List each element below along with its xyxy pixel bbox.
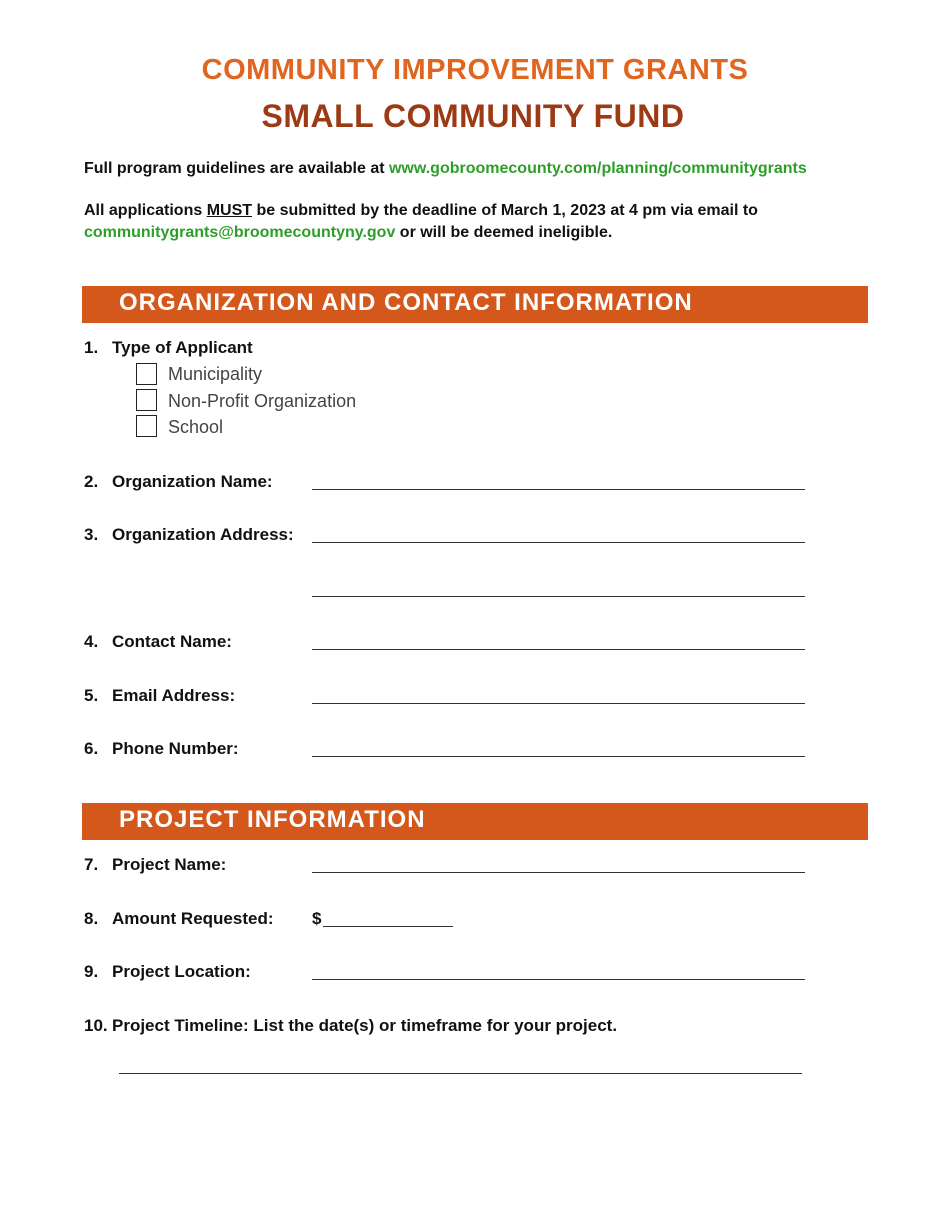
option-non-profit-label: Non-Profit Organization <box>168 391 357 411</box>
phone-number-label: Phone Number: <box>112 739 239 758</box>
amount-requested-label: Amount Requested: <box>112 909 274 928</box>
question-number: 3. <box>84 525 99 544</box>
question-number: 8. <box>84 909 99 928</box>
type-of-applicant-label: Type of Applicant <box>112 338 253 357</box>
school-checkbox[interactable] <box>136 415 157 437</box>
project-name-field[interactable] <box>312 872 805 873</box>
project-location-label: Project Location: <box>112 962 251 981</box>
organization-address-field-2[interactable] <box>312 596 805 597</box>
organization-name-label: Organization Name: <box>112 472 273 491</box>
guidelines-line <box>84 160 807 178</box>
section-header-project <box>82 803 868 840</box>
guidelines-link[interactable]: www.gobroomecounty.com/planning/communitygrants <box>388 160 807 177</box>
non-profit-checkbox[interactable] <box>136 389 157 411</box>
section-header-organization <box>82 286 868 323</box>
contact-name-field[interactable] <box>312 649 805 650</box>
guidelines-text: Full program guidelines are available at <box>84 160 389 177</box>
question-number: 5. <box>84 686 99 705</box>
contact-name-label: Contact Name: <box>112 632 232 651</box>
municipality-checkbox[interactable] <box>136 363 157 385</box>
question-number: 4. <box>84 632 99 651</box>
option-school-label: School <box>168 417 224 437</box>
section-title: PROJECT INFORMATION <box>119 806 426 833</box>
question-number: 10. <box>84 1016 108 1035</box>
amount-requested-field[interactable] <box>323 926 453 927</box>
question-number: 2. <box>84 472 99 491</box>
email-address-label: Email Address: <box>112 686 236 705</box>
deadline-end: or will be deemed ineligible. <box>395 224 613 241</box>
organization-address-label: Organization Address: <box>112 525 294 544</box>
question-number: 9. <box>84 962 99 981</box>
project-timeline-field[interactable] <box>119 1073 802 1074</box>
project-timeline-label: Project Timeline: List the date(s) or timeframe for your project. <box>112 1016 618 1035</box>
deadline-line-2 <box>84 224 612 242</box>
section-title: ORGANIZATION AND CONTACT INFORMATION <box>119 289 693 316</box>
organization-name-field[interactable] <box>312 489 805 490</box>
project-name-label: Project Name: <box>112 855 227 874</box>
form-subtitle: SMALL COMMUNITY FUND <box>261 98 685 134</box>
deadline-post: be submitted by the deadline of March 1, 2023 at 4 pm via email to <box>252 202 758 219</box>
organization-address-field-1[interactable] <box>312 542 805 543</box>
question-number: 6. <box>84 739 99 758</box>
question-number: 1. <box>84 338 99 357</box>
deadline-pre: All applications <box>84 202 207 219</box>
submission-email-link[interactable]: communitygrants@broomecountyny.gov <box>84 224 396 241</box>
phone-number-field[interactable] <box>312 756 805 757</box>
option-municipality-label: Municipality <box>168 364 263 384</box>
deadline-line-1 <box>84 202 758 220</box>
project-location-field[interactable] <box>312 979 805 980</box>
deadline-must: MUST <box>206 202 253 219</box>
email-address-field[interactable] <box>312 703 805 704</box>
form-title: COMMUNITY IMPROVEMENT GRANTS <box>201 54 749 86</box>
question-number: 7. <box>84 855 99 874</box>
currency-symbol: $ <box>312 909 322 928</box>
